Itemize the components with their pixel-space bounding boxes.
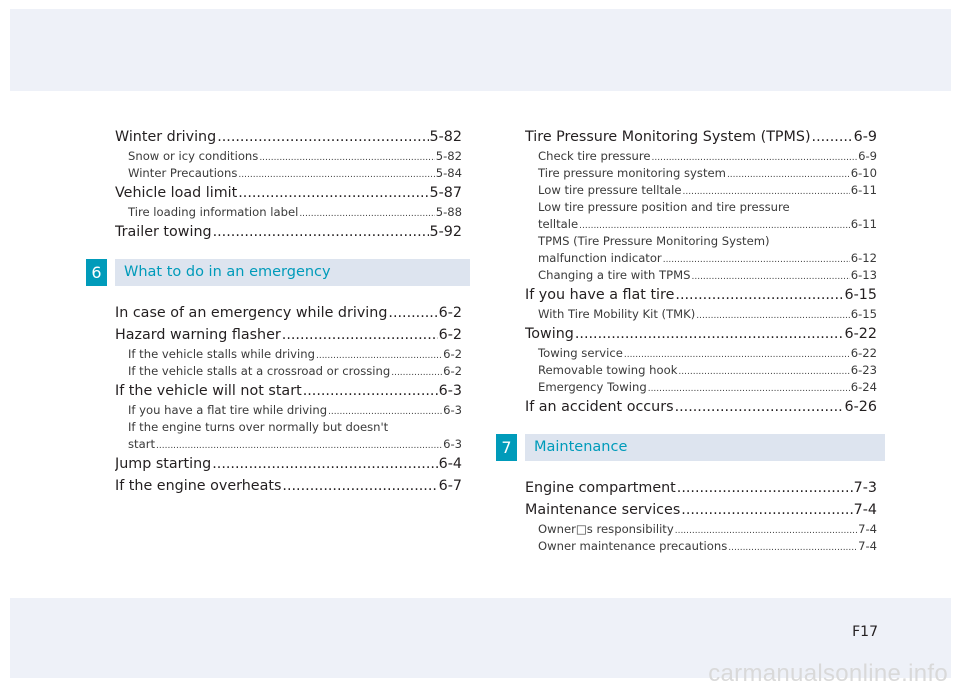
toc-entry[interactable]: [525, 126, 877, 148]
toc-entry-page: 6-22: [850, 346, 877, 360]
toc-entry-page: 6-2: [438, 305, 462, 321]
toc-entry-title: Maintenance services: [525, 502, 681, 518]
toc-subentry[interactable]: [115, 165, 462, 182]
toc-entry-title: If the vehicle stalls at a crossroad or crossing: [128, 364, 391, 378]
toc-entry-title: Jump starting: [115, 456, 212, 472]
toc-entry-title: Hazard warning flasher: [115, 327, 281, 343]
toc-entry-page: 6-10: [850, 166, 877, 180]
toc-entry-page: 6-2: [443, 364, 462, 378]
leader-dots: [678, 362, 849, 379]
toc-subentry[interactable]: [525, 345, 877, 362]
leader-dots: [677, 477, 853, 499]
toc-subentry-line[interactable]: If the engine turns over normally but doesn't: [128, 420, 389, 434]
toc-subentry[interactable]: [525, 538, 877, 555]
toc-subentry[interactable]: [525, 521, 877, 538]
header-band: [10, 9, 951, 91]
toc-entry-page: 6-26: [844, 399, 877, 415]
leader-dots: [328, 402, 442, 419]
section-number: 6: [86, 259, 107, 286]
section-title: Maintenance: [525, 434, 885, 461]
toc-entry-title: Engine compartment: [525, 480, 676, 496]
toc-subentry[interactable]: [115, 204, 462, 221]
leader-dots: [624, 345, 850, 362]
leader-dots: [579, 216, 850, 233]
toc-entry-page: 6-7: [438, 478, 462, 494]
leader-dots: [156, 436, 442, 453]
leader-dots: [663, 250, 850, 267]
toc-entry-title: If an accident occurs: [525, 399, 674, 415]
toc-entry[interactable]: [525, 396, 877, 418]
toc-entry[interactable]: [525, 323, 877, 345]
leader-dots: [388, 302, 437, 324]
toc-subentry[interactable]: [115, 346, 462, 363]
leader-dots: [812, 126, 853, 148]
toc-entry-page: 6-3: [443, 403, 462, 417]
toc-entry[interactable]: [115, 324, 462, 346]
toc-entry-page: 5-82: [435, 149, 462, 163]
toc-entry[interactable]: [525, 499, 877, 521]
leader-dots: [683, 182, 850, 199]
toc-entry-title: Changing a tire with TPMS: [538, 268, 691, 282]
toc-entry-page: 7-4: [853, 502, 877, 518]
toc-entry[interactable]: [115, 182, 462, 204]
watermark: carmanualsonline.info: [708, 660, 948, 687]
leader-dots: [691, 267, 849, 284]
toc-subentry[interactable]: [115, 148, 462, 165]
toc-subentry[interactable]: [525, 165, 877, 182]
toc-entry-page: 6-15: [850, 307, 877, 321]
toc-entry-page: 5-88: [435, 205, 462, 219]
toc-subentry[interactable]: [525, 306, 877, 323]
toc-entry-title: malfunction indicator: [538, 251, 662, 265]
toc-entry-page: 6-3: [438, 383, 462, 399]
toc-entry[interactable]: [525, 477, 877, 499]
toc-entry-page: 7-4: [858, 539, 877, 553]
toc-subentry[interactable]: [115, 402, 462, 419]
toc-entry-title: telltale: [538, 217, 579, 231]
leader-dots: [648, 379, 850, 396]
toc-subentry[interactable]: [115, 363, 462, 380]
toc-entry-title: Low tire pressure telltale: [538, 183, 682, 197]
toc-right-column: [501, 126, 877, 555]
toc-entry[interactable]: [115, 221, 462, 243]
section-title: What to do in an emergency: [115, 259, 470, 286]
toc-entry-title: If the vehicle stalls while driving: [128, 347, 315, 361]
toc-entry-page: 6-12: [850, 251, 877, 265]
toc-subentry[interactable]: [525, 379, 877, 396]
toc-entry-page: 6-11: [850, 183, 877, 197]
toc-subentry[interactable]: [525, 267, 877, 284]
leader-dots: [316, 346, 442, 363]
toc-entry-title: Towing: [525, 326, 574, 342]
leader-dots: [212, 453, 437, 475]
toc-subentry[interactable]: [525, 362, 877, 379]
toc-subentry[interactable]: [525, 250, 877, 267]
toc-entry-title: start: [128, 437, 156, 451]
toc-entry-title: Winter Precautions: [128, 166, 238, 180]
toc-entry[interactable]: [525, 284, 877, 306]
toc-entry-title: Tire loading information label: [128, 205, 299, 219]
toc-entry-title: If you have a flat tire while driving: [128, 403, 328, 417]
toc-entry[interactable]: [115, 475, 462, 497]
leader-dots: [696, 306, 849, 323]
leader-dots: [675, 284, 843, 306]
toc-subentry[interactable]: [525, 216, 877, 233]
leader-dots: [213, 221, 429, 243]
toc-entry[interactable]: [115, 380, 462, 402]
toc-entry-page: 6-4: [438, 456, 462, 472]
toc-subentry-line[interactable]: Low tire pressure position and tire pressure: [538, 200, 790, 214]
leader-dots: [217, 126, 428, 148]
leader-dots: [303, 380, 438, 402]
leader-dots: [727, 165, 850, 182]
leader-dots: [282, 324, 438, 346]
toc-entry-page: 6-2: [443, 347, 462, 361]
toc-entry-page: 6-11: [850, 217, 877, 231]
toc-entry-title: Owner maintenance precautions: [538, 539, 728, 553]
page-number: F17: [852, 624, 878, 640]
toc-entry-page: 7-4: [858, 522, 877, 536]
toc-entry-page: 6-23: [850, 363, 877, 377]
toc-entry-title: If the vehicle will not start: [115, 383, 302, 399]
toc-entry-title: Removable towing hook: [538, 363, 678, 377]
toc-entry-title: Vehicle load limit: [115, 185, 238, 201]
toc-subentry[interactable]: [525, 182, 877, 199]
toc-entry-title: If the engine overheats: [115, 478, 282, 494]
toc-entry[interactable]: [115, 453, 462, 475]
toc-subentry[interactable]: [115, 436, 462, 453]
toc-entry-title: Towing service: [538, 346, 623, 360]
leader-dots: [282, 475, 437, 497]
toc-entry-title: Winter driving: [115, 129, 217, 145]
toc-entry-page: 6-9: [858, 149, 877, 163]
toc-entry-page: 6-24: [850, 380, 877, 394]
toc-entry-title: Tire pressure monitoring system: [538, 166, 726, 180]
toc-entry-title: If you have a flat tire: [525, 287, 675, 303]
toc-entry-page: 6-9: [853, 129, 877, 145]
leader-dots: [238, 182, 428, 204]
leader-dots: [391, 363, 442, 380]
leader-dots: [299, 204, 434, 221]
toc-entry-title: Tire Pressure Monitoring System (TPMS): [525, 129, 811, 145]
leader-dots: [675, 396, 844, 418]
toc-entry[interactable]: [115, 126, 462, 148]
toc-entry-title: With Tire Mobility Kit (TMK): [538, 307, 696, 321]
leader-dots: [575, 323, 844, 345]
toc-subentry-line[interactable]: TPMS (Tire Pressure Monitoring System): [538, 234, 770, 248]
toc-entry-page: 5-92: [429, 224, 462, 240]
toc-entry-page: 6-13: [850, 268, 877, 282]
leader-dots: [652, 148, 858, 165]
toc-entry-title: Emergency Towing: [538, 380, 647, 394]
toc-entry-page: 6-3: [443, 437, 462, 451]
toc-entry-title: In case of an emergency while driving: [115, 305, 388, 321]
toc-entry-page: 5-87: [429, 185, 462, 201]
toc-entry-page: 6-15: [844, 287, 877, 303]
leader-dots: [675, 521, 857, 538]
section-header-maintenance: [501, 434, 877, 461]
toc-left-column: [91, 126, 462, 497]
leader-dots: [728, 538, 857, 555]
toc-entry-page: 5-84: [435, 166, 462, 180]
leader-dots: [238, 165, 434, 182]
toc-entry-page: 6-2: [438, 327, 462, 343]
section-header-emergency: [91, 259, 462, 286]
toc-entry-page: 5-82: [429, 129, 462, 145]
leader-dots: [259, 148, 434, 165]
toc-entry-page: 6-22: [844, 326, 877, 342]
toc-entry-title: Trailer towing: [115, 224, 212, 240]
leader-dots: [681, 499, 852, 521]
toc-entry-title: Owner□s responsibility: [538, 522, 674, 536]
section-number: 7: [496, 434, 517, 461]
toc-entry-title: Snow or icy conditions: [128, 149, 259, 163]
toc-entry-title: Check tire pressure: [538, 149, 651, 163]
toc-entry[interactable]: [115, 302, 462, 324]
toc-subentry[interactable]: [525, 148, 877, 165]
toc-entry-page: 7-3: [853, 480, 877, 496]
